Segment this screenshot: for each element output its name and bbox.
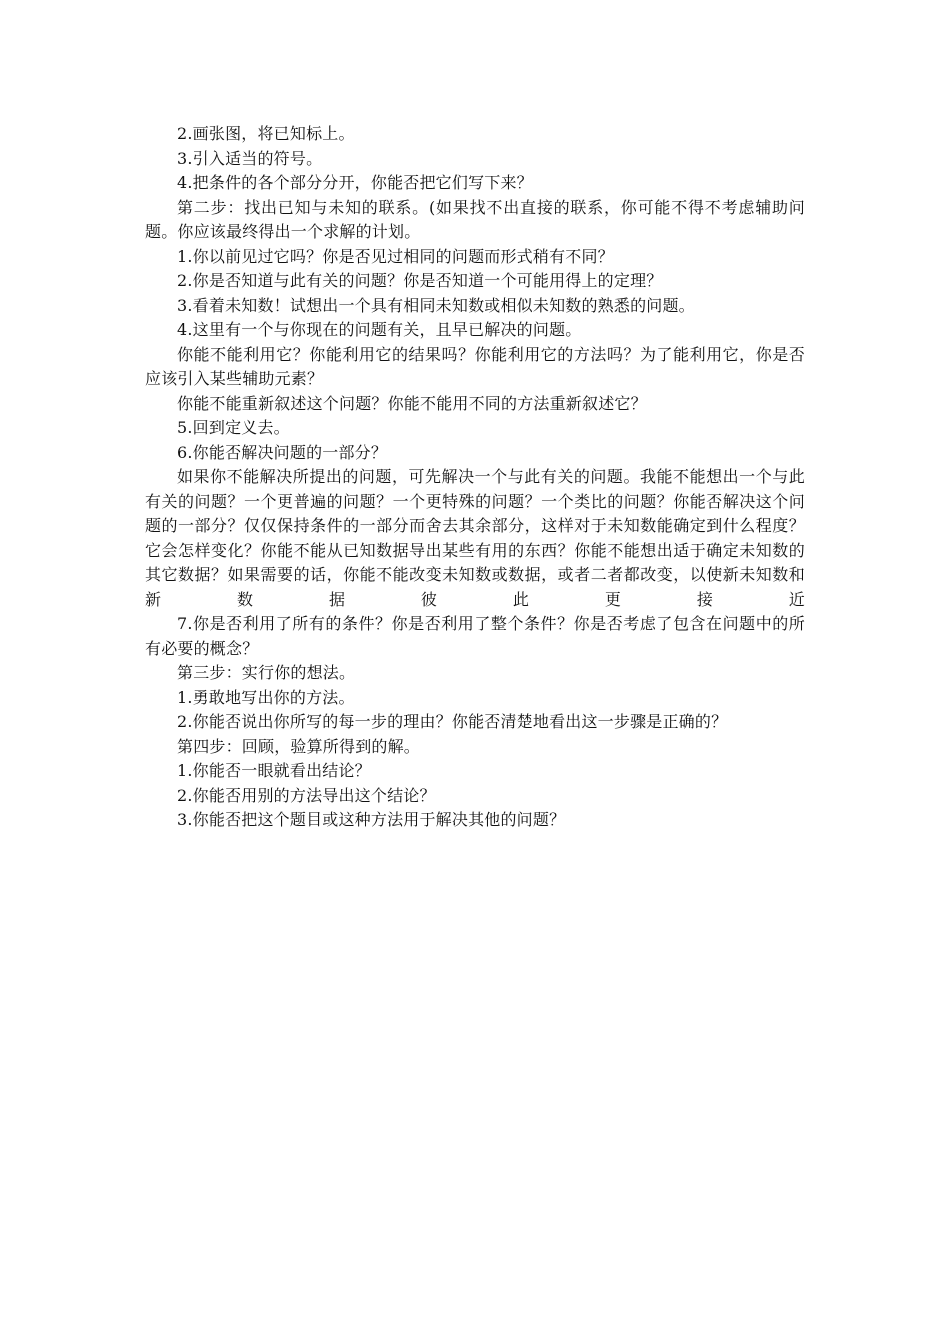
- paragraph-step2-heading: 第二步：找出已知与未知的联系。(如果找不出直接的联系，你可能不得不考虑辅助问题。你应该最终得出一个求解的计划。: [145, 197, 805, 241]
- paragraph-step3-item2: 2.你能否说出你所写的每一步的理由？你能否清楚地看出这一步骤是正确的？: [177, 712, 728, 731]
- paragraph-step4-item3: 3.你能否把这个题目或这种方法用于解决其他的问题？: [177, 810, 566, 829]
- paragraph-step1-item3: 3.引入适当的符号。: [177, 148, 323, 168]
- paragraph-step2-item4-detail: 你能不能利用它？你能利用它的结果吗？你能利用它的方法吗？为了能利用它，你是否应该引入某些辅助元素？: [145, 344, 805, 388]
- paragraph-step3-heading: 第三步：实行你的想法。: [177, 663, 356, 682]
- paragraph-step2-item2: 2.你是否知道与此有关的问题？你是否知道一个可能用得上的定理？: [177, 271, 663, 290]
- paragraph-step3-item1: 1.勇敢地写出你的方法。: [177, 687, 355, 707]
- paragraph-step2-restate: 你能不能重新叙述这个问题？你能不能用不同的方法重新叙述它？: [177, 393, 647, 413]
- document-body: [145, 122, 805, 833]
- paragraph-step2-item7: 7.你是否利用了所有的条件？你是否利用了整个条件？你是否考虑了包含在问题中的所有必要的概念？: [145, 614, 805, 658]
- paragraph-step4-heading: 第四步：回顾，验算所得到的解。: [177, 736, 421, 756]
- paragraph-step2-item4: 4.这里有一个与你现在的问题有关，且早已解决的问题。: [177, 320, 582, 339]
- paragraph-step2-item3: 3.看着未知数！试想出一个具有相同未知数或相似未知数的熟悉的问题。: [177, 295, 695, 315]
- paragraph-step2-item6-detail: 如果你不能解决所提出的问题，可先解决一个与此有关的问题。我能不能想出一个与此有关的问题？一个更普遍的问题？一个更特殊的问题？一个类比的问题？你能否解决这个问题的一部分？仅仅保持条件的一部分而舍去其余部分，这样对于未知数能确定到什么程度？它会怎样变化？你能不能从已知数据导出某些有用的东西？你能不能想出适于确定未知数的其它数据？如果需要的话，你能不能改变未知数或数据，或者二者都改变，以使新未知数和新数据彼此更接近: [145, 467, 805, 609]
- paragraph-step1-item2: 2.画张图，将已知标上。: [177, 124, 355, 143]
- paragraph-step2-item6: 6.你能否解决问题的一部分？: [177, 442, 388, 462]
- paragraph-step4-item2: 2.你能否用别的方法导出这个结论？: [177, 785, 436, 805]
- paragraph-step4-item1: 1.你能否一眼就看出结论？: [177, 761, 371, 780]
- paragraph-step1-item4: 4.把条件的各个部分分开，你能否把它们写下来？: [177, 173, 533, 192]
- paragraph-step2-item5: 5.回到定义去。: [177, 418, 290, 437]
- paragraph-step2-item1: 1.你以前见过它吗？你是否见过相同的问题而形式稍有不同？: [177, 246, 614, 266]
